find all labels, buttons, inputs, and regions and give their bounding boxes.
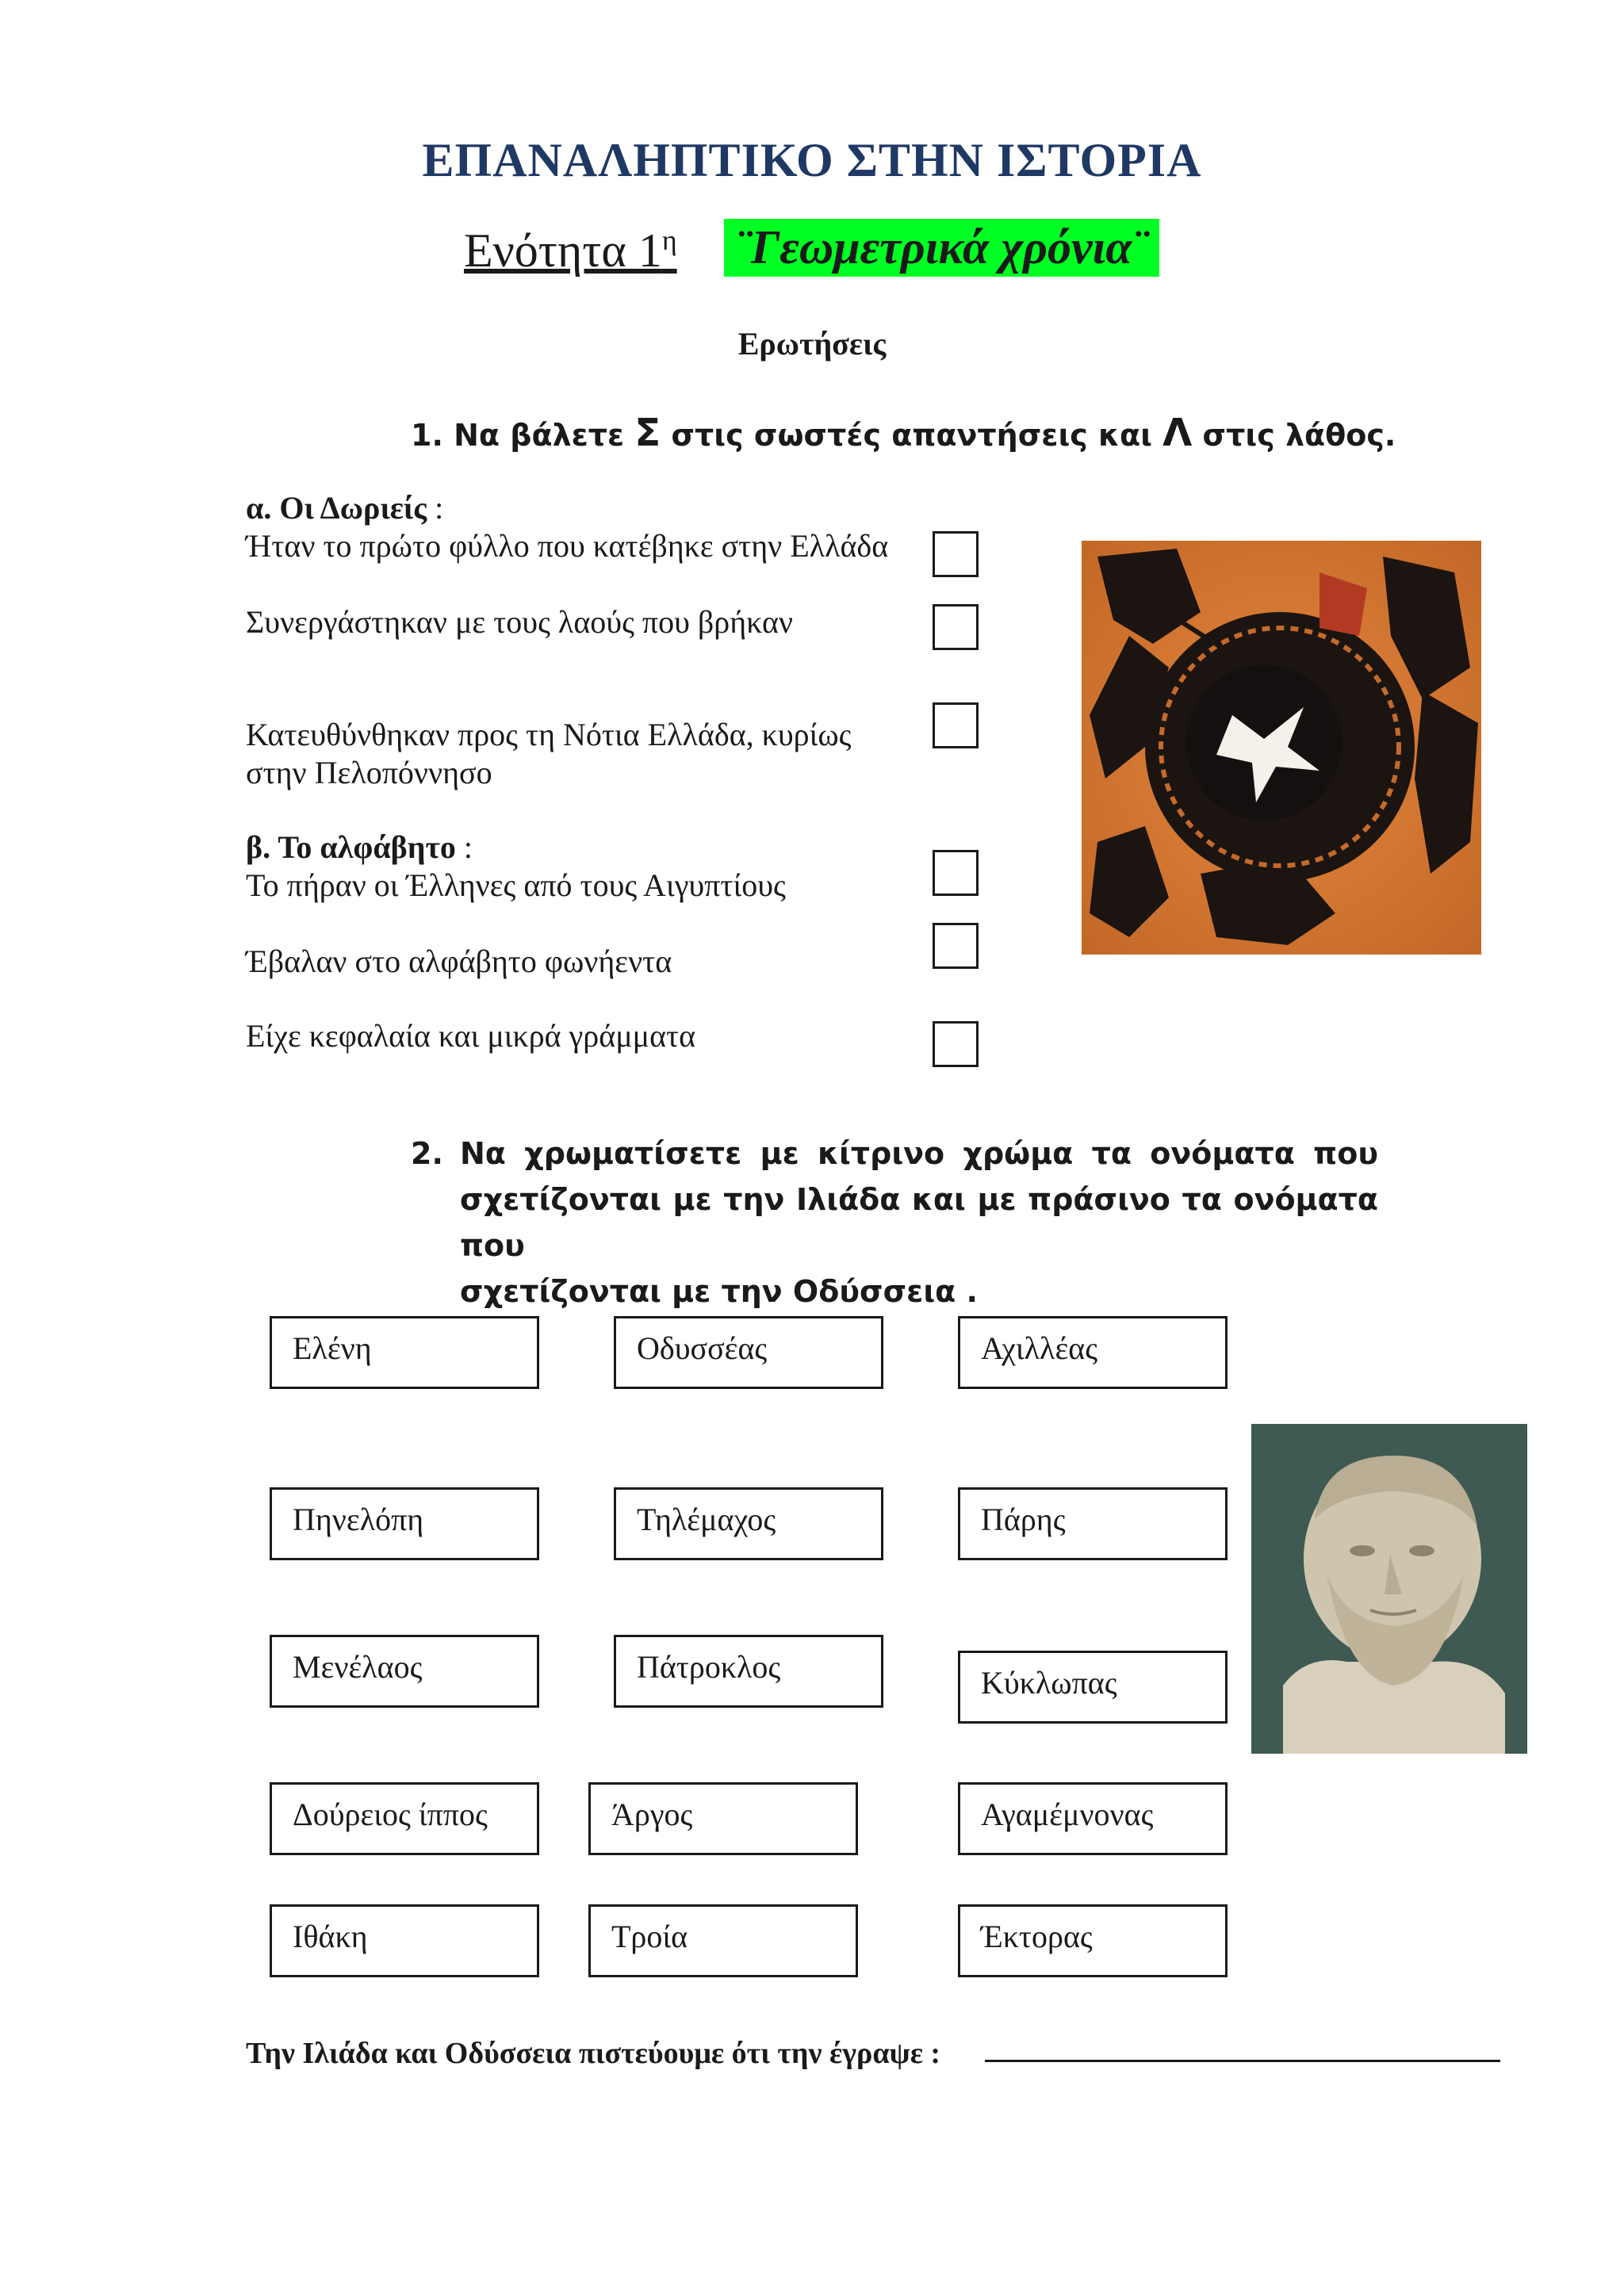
greek-vase-image [1082, 541, 1481, 955]
homer-bust-image [1251, 1424, 1527, 1754]
name-box-tilemachos[interactable]: Τηλέμαχος [614, 1487, 883, 1560]
unit-heading [464, 221, 1148, 278]
statement-b1: Το πήραν οι Έλληνες από τους Αιγυπτίους [246, 867, 786, 903]
statement-a3-cont: στην Πελοπόννησο [246, 755, 492, 790]
answer-line[interactable] [985, 2060, 1500, 2062]
page-title: ΕΠΑΝΑΛΗΠΤΙΚΟ ΣΤΗΝ ΙΣΤΟΡΙΑ [422, 134, 1202, 186]
answer-box-a2[interactable] [933, 604, 979, 650]
name-box-argos[interactable]: Άργος [588, 1782, 858, 1855]
false-symbol: Λ [1162, 411, 1193, 455]
unit-label: Ενότητα $1^\eta$ [464, 224, 677, 277]
section-b-heading: β. Το αλφάβητο : [246, 829, 473, 865]
name-box-ithaki[interactable]: Ιθάκη [270, 1904, 539, 1977]
answer-box-b1[interactable] [933, 850, 979, 896]
question-2-line-3: σχετίζονται με την Οδύσσεια . [460, 1274, 978, 1309]
statement-a3: Κατευθύνθηκαν προς τη Νότια Ελλάδα, κυρίως [246, 717, 852, 752]
statement-a2: Συνεργάστηκαν με τους λαούς που βρήκαν [246, 604, 793, 640]
name-box-ektoras[interactable]: Έκτορας [958, 1904, 1228, 1977]
name-box-patroklos[interactable]: Πάτροκλος [614, 1635, 883, 1708]
name-box-kyklopas[interactable]: Κύκλωπας [958, 1651, 1228, 1724]
answer-box-a3[interactable] [933, 702, 979, 748]
final-question: Την Ιλιάδα και Οδύσσεια πιστεύουμε ότι την έγραψε : [246, 2037, 941, 2070]
answer-box-a1[interactable] [933, 531, 979, 577]
name-box-achilleas[interactable]: Αχιλλέας [958, 1316, 1228, 1389]
question-2-line-1: Να χρωματίσετε με κίτρινο χρώμα τα ονόματα που [460, 1136, 1378, 1171]
statement-b3: Είχε κεφαλαία και μικρά γράμματα [246, 1018, 696, 1054]
name-box-doureios-ippos[interactable]: Δούρειος ίππος [270, 1782, 539, 1855]
question-1: 1. Να βάλετε Σ στις σωστές απαντήσεις και Λ στις λάθος. [411, 411, 1396, 455]
statement-b2: Έβαλαν στο αλφάβητο φωνήεντα [246, 943, 672, 979]
question-2-line-2: σχετίζονται με την Ιλιάδα και με πράσινο τα ονόματα που [460, 1182, 1378, 1263]
name-box-troia[interactable]: Τροία [588, 1904, 858, 1977]
name-box-pinelopi[interactable]: Πηνελόπη [270, 1487, 539, 1560]
name-box-odysseas[interactable]: Οδυσσέας [614, 1316, 883, 1389]
true-symbol: Σ [634, 411, 661, 455]
name-box-eleni[interactable]: Ελένη [270, 1316, 539, 1389]
unit-topic-highlight: ¨Γεωμετρικά χρόνια¨ [724, 219, 1159, 277]
name-box-paris[interactable]: Πάρης [958, 1487, 1228, 1560]
name-box-menelaos[interactable]: Μενέλαος [270, 1635, 539, 1708]
questions-heading: Ερωτήσεις [737, 326, 887, 362]
statement-a1: Ήταν το πρώτο φύλλο που κατέβηκε στην Ελλάδα [246, 528, 889, 564]
name-box-agamemnonas[interactable]: Αγαμέμνονας [958, 1782, 1228, 1855]
answer-box-b3[interactable] [933, 1021, 979, 1067]
answer-box-b2[interactable] [933, 923, 979, 969]
section-a-heading: α. Οι Δωριείς : [246, 490, 444, 526]
